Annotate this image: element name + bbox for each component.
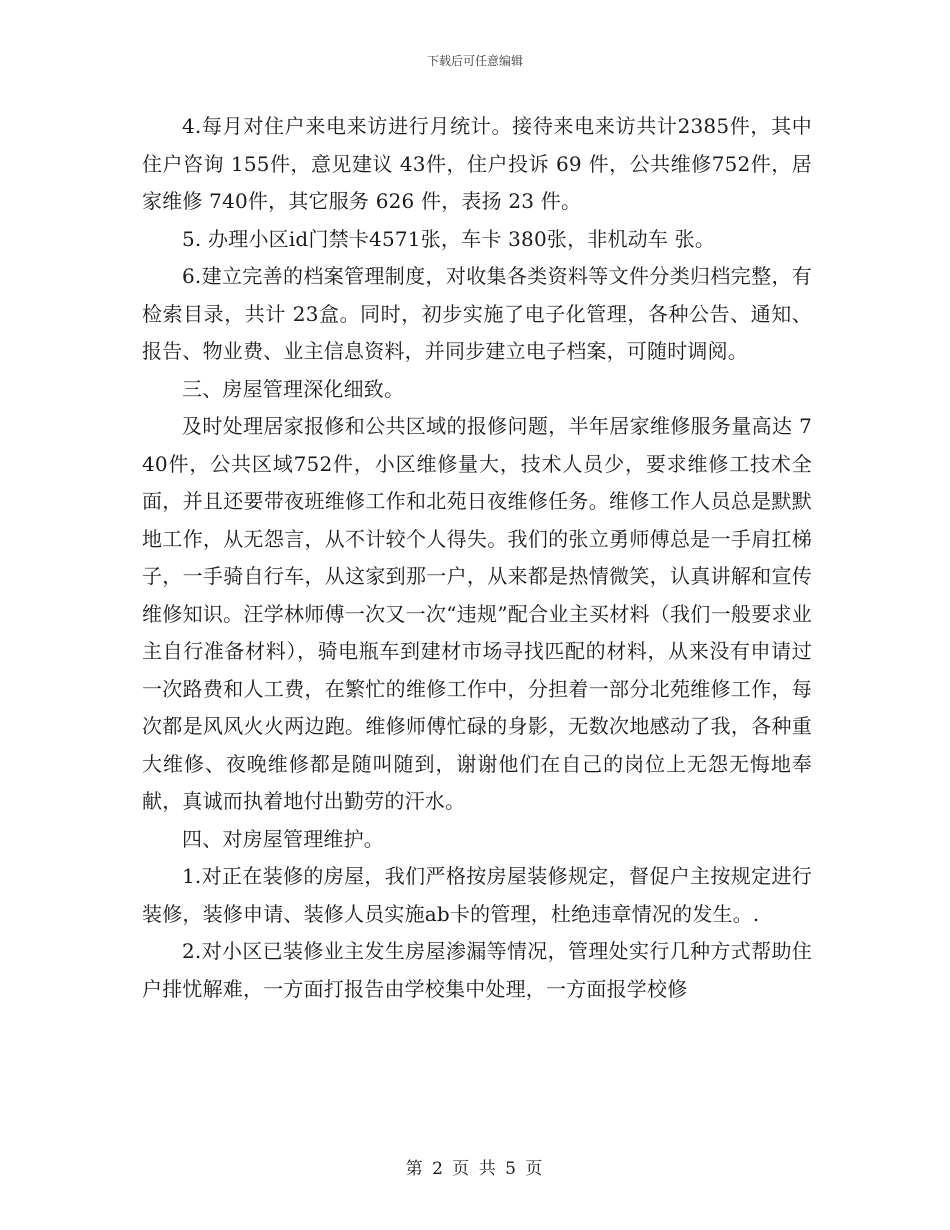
page-number: 第 2 页 共 5 页 xyxy=(405,1159,545,1179)
document-body xyxy=(142,108,812,1008)
page-header-note: 下载后可任意编辑 xyxy=(426,54,523,68)
paragraph-repair-work: 及时处理居家报修和公共区域的报修问题，半年居家维修服务量高达 740件，公共区域752件，小区维修量大，技术人员少，要求维修工技术全面，并且还要带夜班维修工作和北苑日夜维修任务。维修工作人员总是默默地工作，从无怨言，从不计较个人得失。我们的张立勇师傅总是一手肩扛梯子，一手骑自行车，从这家到那一户，从来都是热情微笑，认真讲解和宣传维修知识。汪学林师傅一次又一次“违规”配合业主买材料（我们一般要求业主自行准备材料），骑电瓶车到建材市场寻找匹配的材料，从来没有申请过一次路费和人工费，在繁忙的维修工作中，分担着一部分北苑维修工作，每次都是风风火火两边跑。维修师傅忙碌的身影，无数次地感动了我，各种重大维修、夜晚维修都是随叫随到，谢谢他们在自己的岗位上无怨无悔地奉献，真诚而执着地付出勤劳的汗水。 xyxy=(142,414,812,813)
paragraph-archive-management: 6.建立完善的档案管理制度，对收集各类资料等文件分类归档完整，有检索目录，共计 23盒。同时，初步实施了电子化管理，各种公告、通知、报告、物业费、业主信息资料，并同步建立电子档案，可随时调阅。 xyxy=(142,264,812,363)
section-heading-housing-maintenance: 四、对房屋管理维护。 xyxy=(182,826,384,851)
paragraph-renovation-rules: 1.对正在装修的房屋，我们严格按房屋装修规定，督促户主按规定进行装修，装修申请、装修人员实施ab卡的管理，杜绝违章情况的发生。. xyxy=(142,864,812,926)
paragraph-leak-handling: 2.对小区已装修业主发生房屋渗漏等情况，管理处实行几种方式帮助住户排忧解难，一方面打报告由学校集中处理，一方面报学校修 xyxy=(142,939,812,1001)
paragraph-access-cards: 5. 办理小区id门禁卡4571张，车卡 380张，非机动车 张。 xyxy=(182,226,716,251)
paragraph-visit-statistics: 4.每月对住户来电来访进行月统计。接待来电来访共计2385件，其中住户咨询 155件，意见建议 43件，住户投诉 69 件，公共维修752件，居家维修 740件，其它服务 626 件，表扬 23 件。 xyxy=(142,114,812,213)
section-heading-housing-management: 三、房屋管理深化细致。 xyxy=(182,376,405,401)
